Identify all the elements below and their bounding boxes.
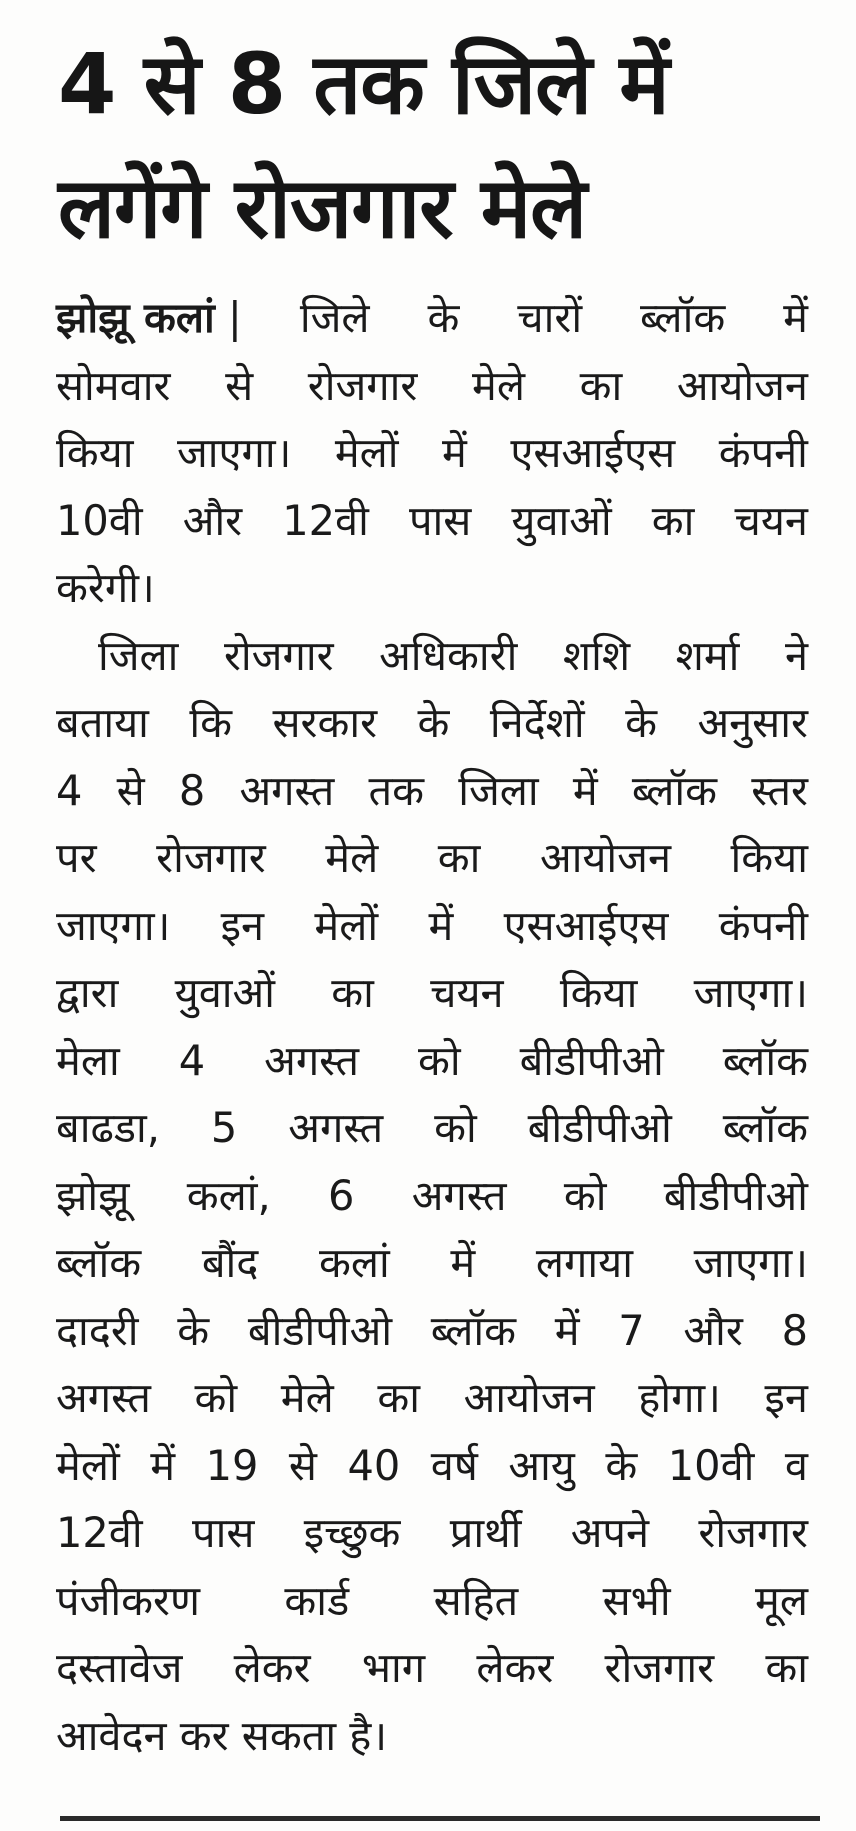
- article-word: मेले: [472, 360, 525, 410]
- article-word: ब्लॉक: [722, 1103, 808, 1152]
- article-line: [56, 622, 808, 690]
- article-word: 12वी: [56, 1508, 143, 1557]
- article-word: शर्मा: [675, 630, 740, 680]
- article-word: पास: [408, 495, 472, 545]
- article-word: 6: [328, 1170, 355, 1220]
- article-word: 7: [618, 1305, 645, 1355]
- article-word: मेले: [280, 1373, 334, 1422]
- article-word: युवाओं: [511, 495, 612, 545]
- article-word: मेला: [56, 1035, 120, 1085]
- article-word: चयन: [430, 968, 504, 1017]
- article-word: बीडीपीओ: [519, 1035, 664, 1085]
- article-word: करेगी।: [56, 563, 155, 612]
- article-word: इन: [764, 1373, 808, 1422]
- article-word: 12वी: [282, 495, 369, 545]
- headline: [58, 22, 838, 270]
- article-word: लेकर: [233, 1643, 311, 1692]
- article-word: को: [434, 1103, 477, 1152]
- article-word: और: [182, 495, 243, 545]
- article-word: का: [377, 1373, 420, 1422]
- headline-line-1: 4 से 8 तक जिले में: [58, 35, 669, 133]
- article-word: के: [605, 1440, 638, 1490]
- article-line: [56, 1162, 808, 1230]
- article-word: ब्लॉक: [56, 1238, 142, 1287]
- article-word: शशि: [562, 630, 631, 680]
- article-word: पर: [56, 833, 97, 882]
- article-word: अपने: [570, 1508, 650, 1557]
- article-word: का: [331, 968, 374, 1017]
- article-line: [56, 419, 808, 487]
- article-word: दादरी: [56, 1305, 139, 1355]
- article-word: में: [150, 1440, 176, 1490]
- article-line: [56, 1297, 808, 1365]
- article-word: अगस्त: [239, 765, 335, 815]
- article-word: ने: [784, 630, 808, 680]
- article-word: झोझू: [56, 1170, 130, 1220]
- article-word: के: [625, 698, 657, 747]
- article-word: लेकर: [476, 1643, 554, 1692]
- article-line: [56, 1634, 808, 1702]
- article-word: मूल: [755, 1575, 808, 1625]
- article-word: सरकार: [272, 698, 378, 747]
- article-line: [56, 1702, 808, 1770]
- article-word: होगा।: [638, 1373, 721, 1422]
- article-word: के: [177, 1305, 210, 1355]
- article-line: [56, 892, 808, 960]
- article-word: जाएगा।: [693, 1238, 808, 1287]
- article-word: प्रार्थी: [449, 1508, 522, 1557]
- article-word: अगस्त: [56, 1373, 151, 1422]
- article-word: कंपनी: [718, 428, 808, 477]
- article-word: चयन: [734, 495, 808, 545]
- article-word: बीडीपीओ: [663, 1170, 808, 1220]
- article-word: बीडीपीओ: [527, 1103, 672, 1152]
- article-word: में: [428, 900, 454, 950]
- article-line: [56, 1364, 808, 1432]
- article-word: किया: [56, 428, 134, 477]
- article-word: को: [194, 1373, 238, 1422]
- article-word: भाग: [361, 1643, 426, 1692]
- article-word: में: [572, 765, 598, 815]
- article-word: बौंद: [201, 1238, 259, 1287]
- article-line: [56, 1432, 808, 1500]
- article-line: [56, 959, 808, 1027]
- article-word: बीडीपीओ: [247, 1305, 393, 1355]
- dateline: झोझू कलां: [56, 293, 215, 342]
- article-word: लगाया: [535, 1238, 633, 1287]
- article-word: आयोजन: [463, 1373, 595, 1422]
- article-word: मेलों: [314, 900, 379, 950]
- article-word: रोजगार: [698, 1508, 808, 1557]
- dateline-separator: |: [227, 293, 242, 342]
- article-word: जिला: [458, 765, 539, 815]
- article-word: युवाओं: [174, 968, 275, 1017]
- dateline-group: [56, 284, 242, 352]
- article-word: कि: [189, 698, 232, 747]
- article-word: बताया: [56, 698, 149, 747]
- article-word: आयोजन: [676, 360, 808, 410]
- article-word: पास: [192, 1508, 255, 1557]
- article-line: [56, 757, 808, 825]
- article-word: से: [288, 1440, 317, 1490]
- article-word: मेले: [325, 833, 379, 882]
- article-word: सहित: [433, 1575, 519, 1625]
- article-word: वर्ष: [430, 1440, 478, 1490]
- article-word: ब्लॉक: [631, 765, 718, 815]
- article-word: में: [554, 1305, 580, 1355]
- article-word: रोजगार: [307, 360, 418, 410]
- article-word: कलां: [318, 1238, 390, 1287]
- article-line: [56, 824, 808, 892]
- article-word: और: [683, 1305, 743, 1355]
- article-word: बाढडा,: [56, 1103, 160, 1152]
- article-line: [56, 1229, 808, 1297]
- article-word: चारों: [517, 293, 583, 342]
- article-word: से: [116, 765, 145, 815]
- article-word: अगस्त: [264, 1035, 359, 1085]
- article-word: ब्लॉक: [722, 1035, 808, 1085]
- article-word: 5: [210, 1103, 238, 1152]
- article-line: [56, 689, 808, 757]
- article-word: में: [450, 1238, 476, 1287]
- article-word: आवेदन कर सकता है।: [56, 1710, 388, 1760]
- article-word: 8: [781, 1305, 808, 1355]
- article-word: मेलों: [56, 1440, 120, 1490]
- article-word: का: [651, 495, 695, 545]
- article-word: का: [579, 360, 623, 410]
- article-word: 8: [178, 765, 206, 815]
- article-word: इच्छुक: [303, 1508, 401, 1557]
- article-body: [56, 284, 808, 1769]
- article-word: तक: [368, 765, 425, 815]
- bottom-rule: [60, 1816, 820, 1821]
- article-word: पंजीकरण: [56, 1575, 200, 1625]
- article-word: द्वारा: [56, 968, 119, 1017]
- article-word: को: [417, 1035, 461, 1085]
- article-word: का: [765, 1643, 808, 1692]
- article-word: स्तर: [751, 765, 808, 815]
- article-word: आयु: [508, 1440, 575, 1490]
- article-word: जिले: [299, 293, 370, 342]
- article-word: से: [225, 360, 254, 410]
- article-word: कलां,: [186, 1170, 271, 1220]
- article-word: दस्तावेज: [56, 1643, 183, 1692]
- article-word: मेलों: [334, 428, 399, 477]
- article-word: इन: [220, 900, 265, 950]
- article-word: किया: [559, 968, 638, 1017]
- article-word: 4: [56, 765, 83, 815]
- article-word: जाएगा।: [693, 968, 808, 1017]
- article-word: के: [417, 698, 450, 747]
- article-line: [56, 1027, 808, 1095]
- article-line: [56, 284, 808, 352]
- article-word: रोजगार: [223, 630, 334, 680]
- article-word: अगस्त: [411, 1170, 507, 1220]
- article-word: अनुसार: [697, 698, 808, 747]
- article-word: में: [783, 293, 808, 342]
- article-line: [56, 352, 808, 420]
- article-line: [56, 1499, 808, 1567]
- article-word: कंपनी: [718, 900, 808, 950]
- article-word: अधिकारी: [379, 630, 518, 680]
- article-word: के: [427, 293, 460, 342]
- article-word: अगस्त: [288, 1103, 384, 1152]
- article-word: का: [437, 833, 481, 882]
- article-word: जाएगा।: [56, 900, 171, 950]
- article-word: में: [442, 428, 467, 477]
- article-line: [56, 1567, 808, 1635]
- headline-line-2: लगेंगे रोजगार मेले: [58, 159, 587, 257]
- article-word: कार्ड: [284, 1575, 350, 1625]
- article-word: सोमवार: [56, 360, 171, 410]
- article-word: व: [784, 1440, 808, 1490]
- article-word: जिला: [98, 630, 179, 680]
- article-word: आयोजन: [539, 833, 671, 882]
- article-word: सभी: [602, 1575, 671, 1625]
- article-word: एसआईएस: [503, 900, 669, 950]
- article-word: रोजगार: [156, 833, 266, 882]
- article-line: [56, 554, 808, 622]
- article-word: 10वी: [667, 1440, 755, 1490]
- article-word: ब्लॉक: [640, 293, 726, 342]
- article-word: जाएगा।: [176, 428, 292, 477]
- article-word: 19: [205, 1440, 259, 1490]
- article-word: 40: [347, 1440, 401, 1490]
- article-word: 10वी: [56, 495, 143, 545]
- article-word: 4: [178, 1035, 206, 1085]
- article-line: [56, 1094, 808, 1162]
- article-word: ब्लॉक: [430, 1305, 516, 1355]
- article-word: रोजगार: [604, 1643, 715, 1692]
- article-word: किया: [730, 833, 808, 882]
- article-word: को: [563, 1170, 607, 1220]
- article-word: निर्देशों: [489, 698, 585, 747]
- article-line: [56, 487, 808, 555]
- article-word: एसआईएस: [510, 428, 676, 477]
